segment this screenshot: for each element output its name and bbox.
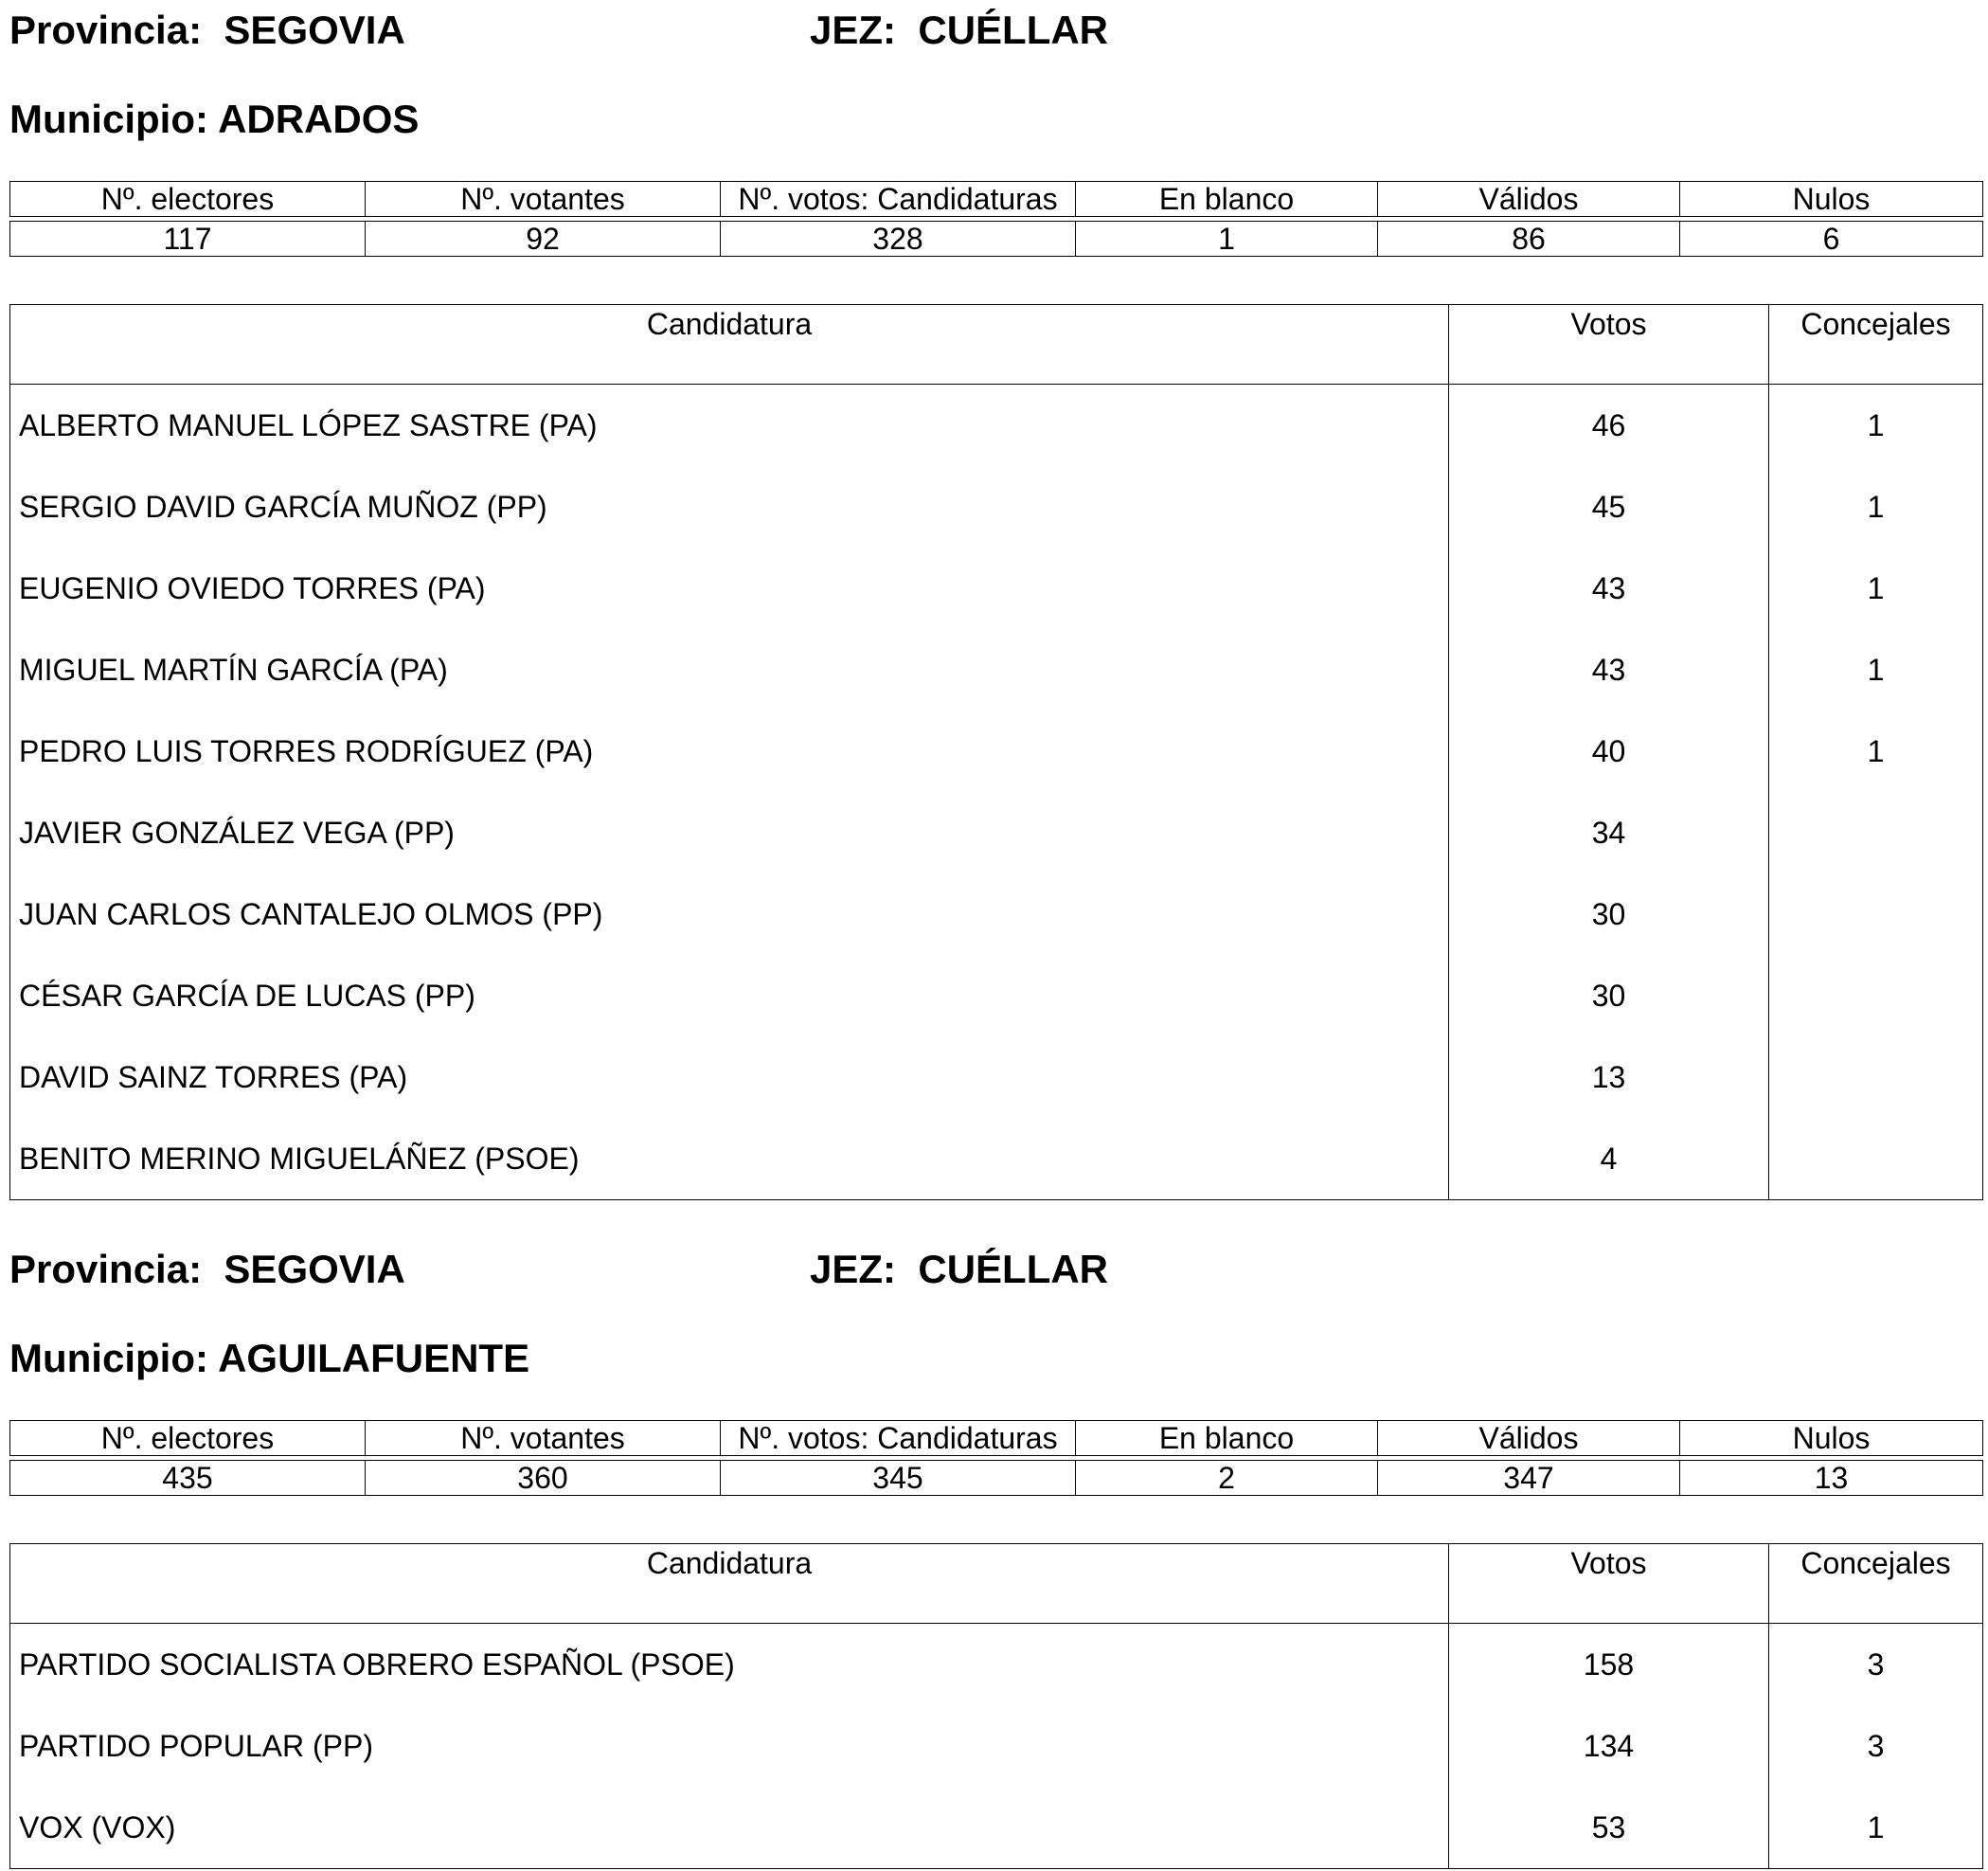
candidatura-header: Candidatura <box>10 1544 1449 1624</box>
jez-value: CUÉLLAR <box>918 8 1109 52</box>
candidate-name: ALBERTO MANUEL LÓPEZ SASTRE (PA) <box>19 407 598 442</box>
candidate-name: JAVIER GONZÁLEZ VEGA (PP) <box>19 815 455 850</box>
jez-label: JEZ: <box>810 1247 897 1291</box>
stats-value: 345 <box>721 1461 1076 1496</box>
table-row <box>10 629 1983 711</box>
stats-header: Nº. electores <box>10 1421 366 1456</box>
stats-header: En blanco <box>1076 1421 1378 1456</box>
votos-header: Votos <box>1449 305 1769 385</box>
jez-label: JEZ: <box>810 8 897 52</box>
provincia-value: SEGOVIA <box>224 8 405 52</box>
stats-value: 92 <box>366 222 721 257</box>
candidate-concejales <box>1769 873 1983 955</box>
stats-header: Válidos <box>1378 1421 1680 1456</box>
candidate-name: VOX (VOX) <box>19 1809 176 1844</box>
candidate-concejales: 1 <box>1769 385 1983 467</box>
table-row <box>10 711 1983 792</box>
jez-heading <box>810 8 1108 53</box>
candidate-concejales: 1 <box>1769 711 1983 792</box>
stats-table <box>9 181 1983 257</box>
stats-header-row <box>10 1421 1983 1456</box>
concejales-header: Concejales <box>1769 305 1983 385</box>
jez-heading <box>810 1247 1108 1292</box>
candidate-concejales: 1 <box>1769 466 1983 548</box>
stats-header: En blanco <box>1076 182 1378 217</box>
table-row <box>10 1705 1983 1787</box>
votos-header: Votos <box>1449 1544 1769 1624</box>
candidate-concejales: 1 <box>1769 1787 1983 1869</box>
stats-value: 86 <box>1378 222 1680 257</box>
stats-header: Nulos <box>1680 182 1983 217</box>
stats-value: 13 <box>1680 1461 1983 1496</box>
stats-header: Nulos <box>1680 1421 1983 1456</box>
candidate-concejales: 1 <box>1769 629 1983 711</box>
candidate-name: PEDRO LUIS TORRES RODRÍGUEZ (PA) <box>19 733 594 768</box>
municipio-value: ADRADOS <box>218 97 420 141</box>
stats-value-row <box>10 1461 1983 1496</box>
candidate-name: CÉSAR GARCÍA DE LUCAS (PP) <box>19 978 475 1013</box>
candidate-concejales <box>1769 955 1983 1036</box>
candidate-votos: 30 <box>1449 873 1769 955</box>
stats-value: 347 <box>1378 1461 1680 1496</box>
candidate-name: BENITO MERINO MIGUELÁÑEZ (PSOE) <box>19 1141 580 1176</box>
table-row <box>10 955 1983 1036</box>
candidate-concejales <box>1769 1036 1983 1118</box>
provincia-label: Provincia: <box>9 1247 203 1291</box>
candidate-concejales <box>1769 1118 1983 1200</box>
candidatura-header: Candidatura <box>10 305 1449 385</box>
candidate-votos: 134 <box>1449 1705 1769 1787</box>
stats-value: 328 <box>721 222 1076 257</box>
candidate-name: PARTIDO SOCIALISTA OBRERO ESPAÑOL (PSOE) <box>19 1646 735 1682</box>
municipio-label: Municipio: <box>9 97 208 141</box>
stats-header: Nº. votos: Candidaturas <box>721 182 1076 217</box>
municipio-label: Municipio: <box>9 1336 208 1380</box>
table-row <box>10 548 1983 629</box>
candidate-votos: 158 <box>1449 1624 1769 1706</box>
stats-value: 1 <box>1076 222 1378 257</box>
provincia-value: SEGOVIA <box>224 1247 405 1291</box>
provincia-label: Provincia: <box>9 8 203 52</box>
stats-value: 360 <box>366 1461 721 1496</box>
table-row <box>10 873 1983 955</box>
candidate-votos: 43 <box>1449 548 1769 629</box>
candidate-votos: 4 <box>1449 1118 1769 1200</box>
candidate-name: EUGENIO OVIEDO TORRES (PA) <box>19 570 486 605</box>
table-row <box>10 1787 1983 1869</box>
concejales-header: Concejales <box>1769 1544 1983 1624</box>
stats-header: Válidos <box>1378 182 1680 217</box>
provincia-heading <box>9 1247 405 1292</box>
table-row <box>10 1118 1983 1200</box>
municipio-heading <box>9 97 419 142</box>
candidate-concejales: 3 <box>1769 1624 1983 1706</box>
candidate-concejales: 1 <box>1769 548 1983 629</box>
table-row <box>10 1036 1983 1118</box>
candidate-name: SERGIO DAVID GARCÍA MUÑOZ (PP) <box>19 489 547 524</box>
table-row <box>10 1624 1983 1706</box>
candidate-name: JUAN CARLOS CANTALEJO OLMOS (PP) <box>19 896 603 931</box>
candidate-votos: 34 <box>1449 792 1769 873</box>
candidate-votos: 30 <box>1449 955 1769 1036</box>
candidate-votos: 46 <box>1449 385 1769 467</box>
municipio-heading <box>9 1336 529 1381</box>
candidaturas-table <box>9 304 1983 1200</box>
candidate-name: PARTIDO POPULAR (PP) <box>19 1728 373 1763</box>
stats-header: Nº. votantes <box>366 182 721 217</box>
stats-value: 435 <box>10 1461 366 1496</box>
candidate-votos: 45 <box>1449 466 1769 548</box>
candidate-votos: 43 <box>1449 629 1769 711</box>
stats-header-row <box>10 182 1983 217</box>
stats-header: Nº. votantes <box>366 1421 721 1456</box>
stats-value: 6 <box>1680 222 1983 257</box>
candidate-concejales: 3 <box>1769 1705 1983 1787</box>
jez-value: CUÉLLAR <box>918 1247 1109 1291</box>
stats-value: 2 <box>1076 1461 1378 1496</box>
stats-header: Nº. electores <box>10 182 366 217</box>
candidate-votos: 53 <box>1449 1787 1769 1869</box>
stats-value: 117 <box>10 222 366 257</box>
candidaturas-table <box>9 1543 1983 1869</box>
stats-table <box>9 1420 1983 1496</box>
stats-value-row <box>10 222 1983 257</box>
candidate-votos: 13 <box>1449 1036 1769 1118</box>
candidaturas-header-row <box>10 305 1983 385</box>
candidaturas-header-row <box>10 1544 1983 1624</box>
candidate-name: DAVID SAINZ TORRES (PA) <box>19 1059 408 1094</box>
candidate-concejales <box>1769 792 1983 873</box>
municipio-value: AGUILAFUENTE <box>218 1336 530 1380</box>
table-row <box>10 385 1983 467</box>
candidate-name: MIGUEL MARTÍN GARCÍA (PA) <box>19 652 448 687</box>
table-row <box>10 466 1983 548</box>
table-row <box>10 792 1983 873</box>
stats-header: Nº. votos: Candidaturas <box>721 1421 1076 1456</box>
candidate-votos: 40 <box>1449 711 1769 792</box>
provincia-heading <box>9 8 405 53</box>
